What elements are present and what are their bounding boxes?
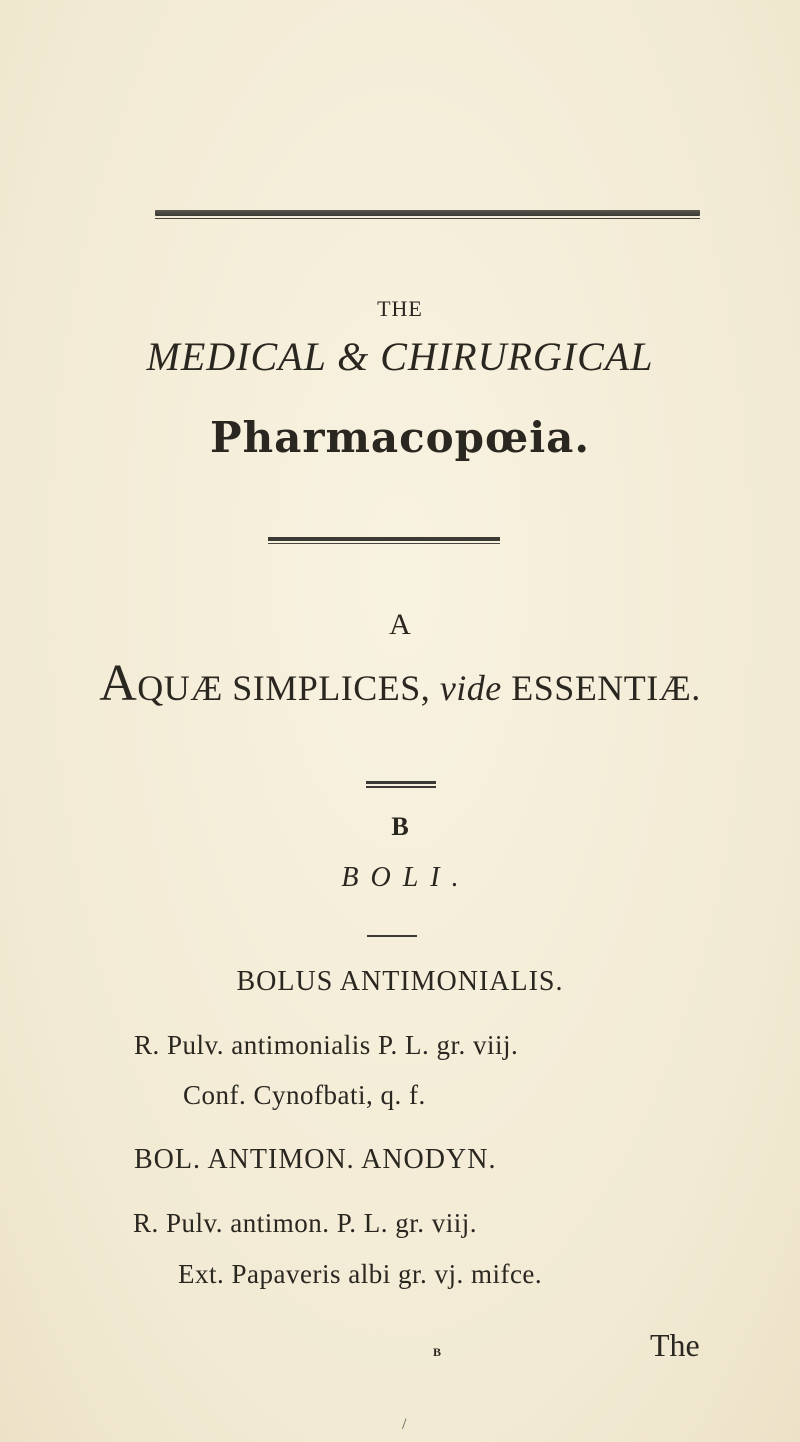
- stray-mark: /: [402, 1416, 407, 1433]
- top-double-rule: [155, 210, 700, 216]
- section-title-boli: BOLI.: [341, 862, 471, 893]
- short-double-rule: [366, 781, 436, 784]
- section-letter-a: A: [389, 608, 411, 641]
- recipe2-title: BOL. ANTIMON. ANODYN.: [134, 1144, 497, 1175]
- section-letter-b: B: [391, 812, 409, 841]
- middle-double-rule: [268, 537, 500, 541]
- aquae-initial: A: [99, 655, 138, 712]
- aquae-rest: QUÆ SIMPLICES,: [137, 668, 431, 708]
- recipe1-title: BOLUS ANTIMONIALIS.: [236, 966, 564, 997]
- tiny-rule: [367, 935, 417, 937]
- aquae-reference: ESSENTIÆ.: [511, 668, 701, 708]
- title-line: MEDICAL & CHIRURGICAL: [146, 334, 654, 379]
- aquae-vide: vide: [439, 668, 502, 708]
- catchword: The: [650, 1327, 700, 1363]
- recipe1-line1: R. Pulv. antimonialis P. L. gr. viij.: [134, 1030, 519, 1060]
- aquae-simplices-line: [0, 655, 800, 712]
- recipe2-line2: Ext. Papaveris albi gr. vj. mifce.: [178, 1259, 543, 1289]
- recipe2-line1: R. Pulv. antimon. P. L. gr. viij.: [133, 1208, 478, 1238]
- signature-mark: B: [433, 1345, 442, 1359]
- title-blackletter: Pharmacopœia.: [209, 413, 591, 462]
- header-word: THE: [377, 296, 423, 321]
- recipe1-line2: Conf. Cynofbati, q. f.: [183, 1080, 426, 1110]
